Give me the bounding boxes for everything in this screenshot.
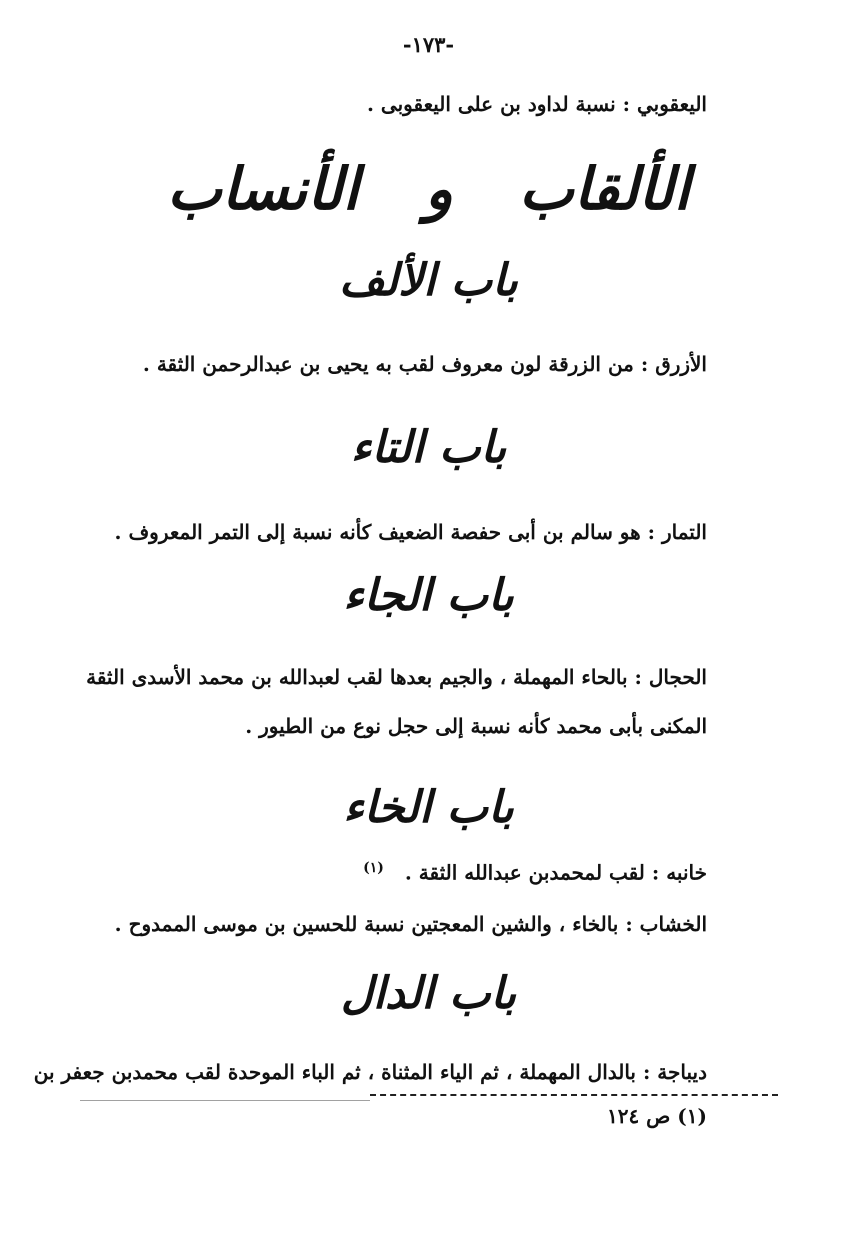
- main-title: [0, 155, 857, 223]
- entry-dibajah: ديباجة : بالدال المهملة ، ثم الياء المثناة ، ثم الباء الموحدة لقب محمدبن جعفر بن: [33, 1060, 707, 1084]
- section-heading-jim: باب الجاء: [343, 570, 514, 621]
- footnote-separator-faint: [80, 1100, 370, 1101]
- section-heading-kha: باب الخاء: [343, 782, 514, 833]
- section-heading-ta: باب التاء: [350, 422, 507, 473]
- footnote-separator: [370, 1094, 778, 1096]
- section-heading-dal: باب الدال: [340, 968, 517, 1019]
- main-title-part2: الأنساب: [167, 155, 359, 223]
- section-heading-alif: باب الألف: [339, 255, 518, 306]
- footnote-marker: (١): [363, 860, 384, 876]
- intro-entry-yaqubi: اليعقوبي : نسبة لداود بن على اليعقوبى .: [366, 92, 707, 116]
- entry-khanbah-text: خانبه : لقب لمحمدبن عبدالله الثقة .: [404, 860, 707, 885]
- entry-khashshab: الخشاب : بالخاء ، والشين المعجتين نسبة للحسين بن موسى الممدوح .: [114, 912, 707, 936]
- entry-khanbah: [363, 860, 707, 885]
- main-title-conjunction: و: [424, 155, 453, 223]
- entry-hajjal-line1: الحجال : بالحاء المهملة ، والجيم بعدها لقب لعبدالله بن محمد الأسدى الثقة: [86, 665, 707, 689]
- entry-azraq: الأزرق : من الزرقة لون معروف لقب به يحيى بن عبدالرحمن الثقة .: [142, 352, 707, 376]
- page-number: -١٧٣-: [402, 32, 455, 57]
- footnote: (١) ص ١٢٤: [606, 1104, 707, 1128]
- main-title-part1: الألقاب: [519, 155, 690, 223]
- entry-tammar: التمار : هو سالم بن أبى حفصة الضعيف كأنه نسبة إلى التمر المعروف .: [114, 520, 707, 544]
- entry-hajjal-line2: المكنى بأبى محمد كأنه نسبة إلى حجل نوع من الطيور .: [245, 714, 707, 738]
